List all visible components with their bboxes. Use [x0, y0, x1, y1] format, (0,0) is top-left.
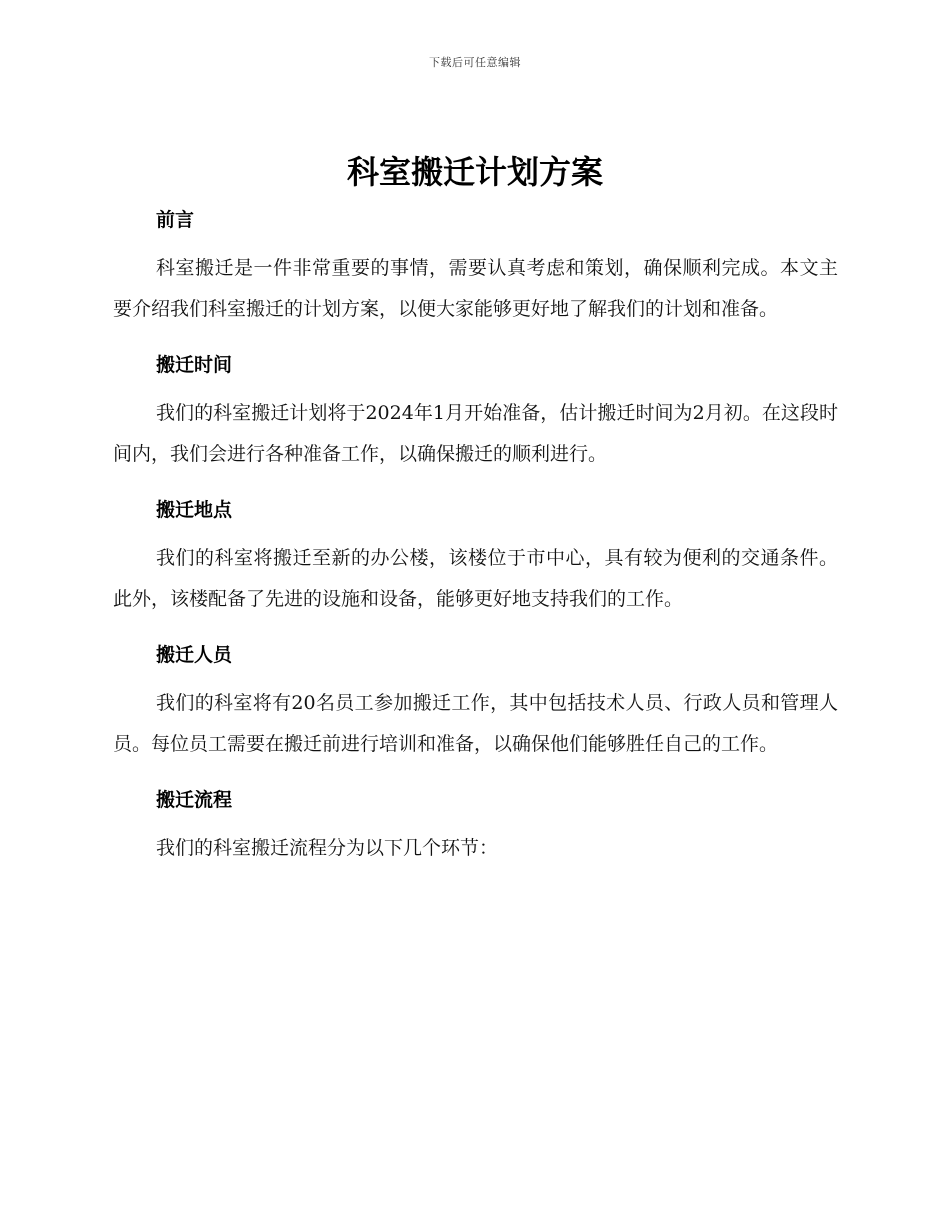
document-body	[113, 200, 838, 884]
section-paragraph-time: 我们的科室搬迁计划将于2024年1月开始准备，估计搬迁时间为2月初。在这段时间内，我们会进行各种准备工作，以确保搬迁的顺利进行。	[113, 402, 838, 465]
section-heading-location: 搬迁地点	[156, 499, 233, 521]
section-heading-process: 搬迁流程	[156, 789, 233, 811]
header-note: 下载后可任意编辑	[429, 56, 521, 69]
section-heading-preface: 前言	[156, 209, 195, 231]
section-heading-personnel: 搬迁人员	[156, 644, 233, 666]
section-paragraph-preface: 科室搬迁是一件非常重要的事情，需要认真考虑和策划，确保顺利完成。本文主要介绍我们科室搬迁的计划方案，以便大家能够更好地了解我们的计划和准备。	[113, 257, 838, 320]
section-heading-time: 搬迁时间	[156, 354, 233, 376]
section-paragraph-process: 我们的科室搬迁流程分为以下几个环节：	[156, 837, 499, 859]
section-paragraph-location: 我们的科室将搬迁至新的办公楼，该楼位于市中心，具有较为便利的交通条件。此外，该楼配备了先进的设施和设备，能够更好地支持我们的工作。	[113, 547, 838, 610]
section-paragraph-personnel: 我们的科室将有20名员工参加搬迁工作，其中包括技术人员、行政人员和管理人员。每位员工需要在搬迁前进行培训和准备，以确保他们能够胜任自己的工作。	[113, 692, 838, 755]
document-title: 科室搬迁计划方案	[346, 153, 603, 191]
